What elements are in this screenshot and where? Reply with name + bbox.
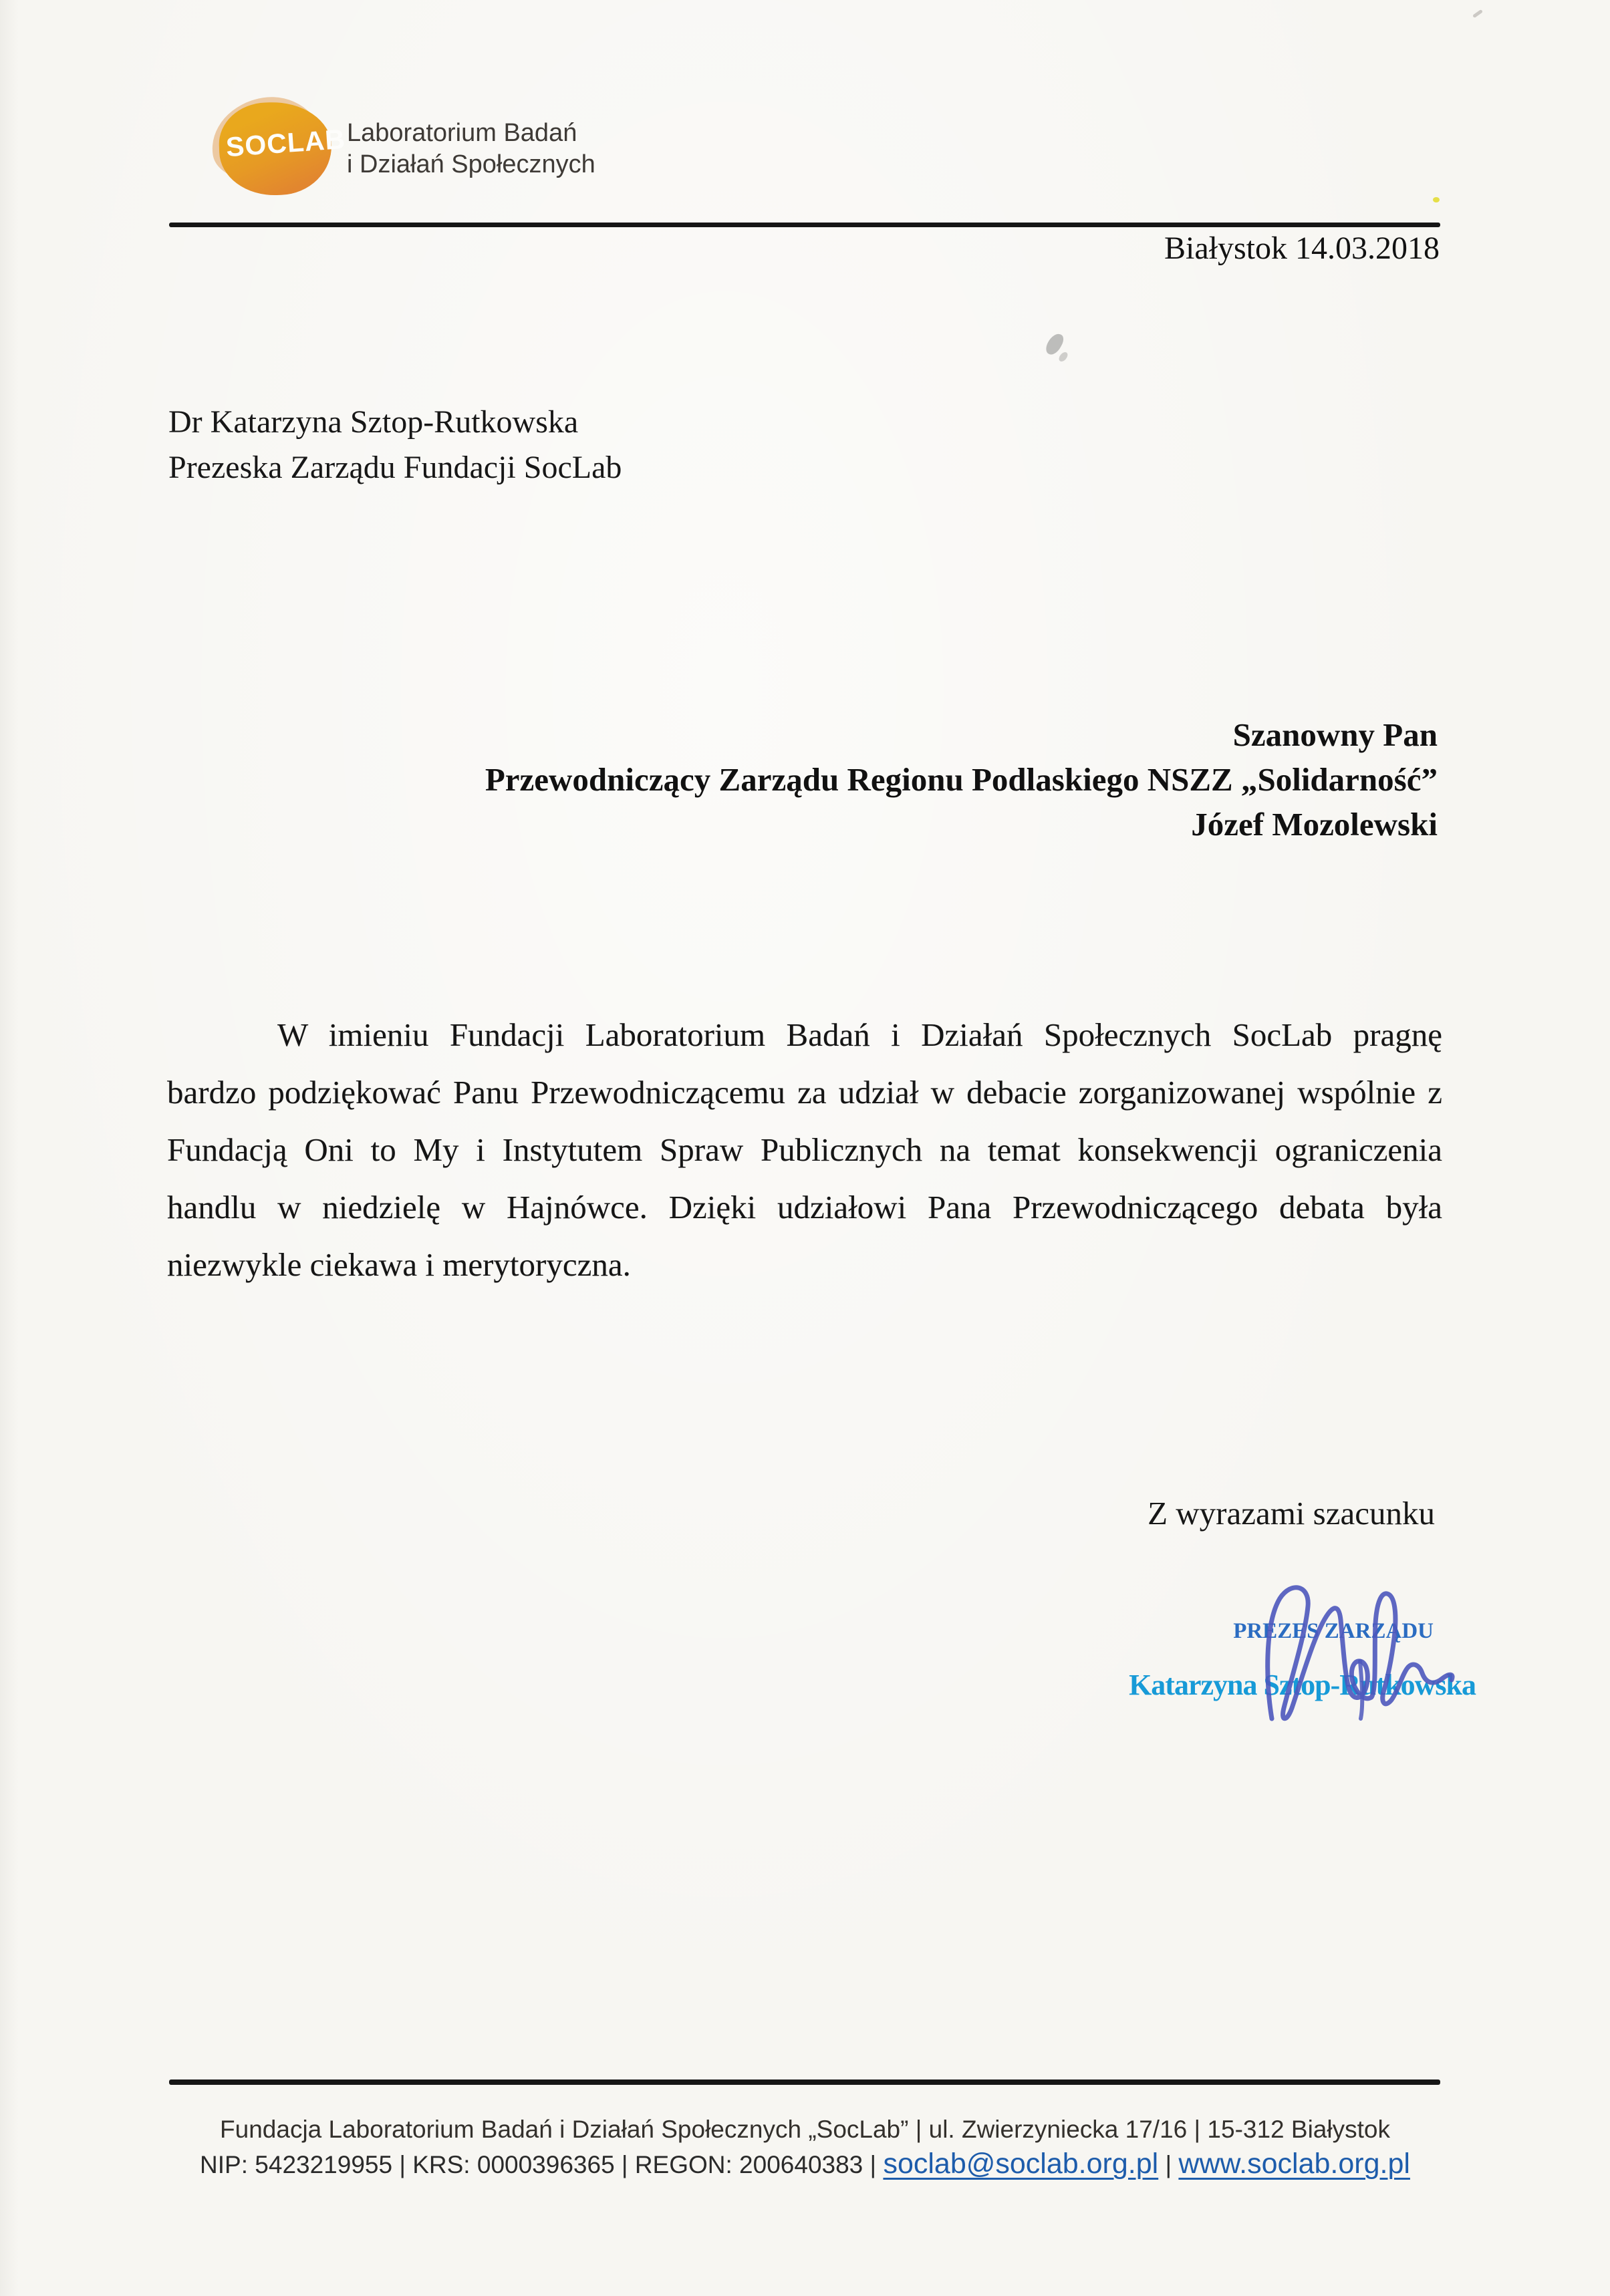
header-divider bbox=[169, 223, 1440, 227]
sender-name: Dr Katarzyna Sztop-Rutkowska bbox=[168, 404, 579, 440]
letter-body bbox=[167, 1006, 1442, 1294]
recipient-name: Józef Mozolewski bbox=[1191, 806, 1438, 843]
footer-divider bbox=[169, 2079, 1440, 2085]
sender-block bbox=[168, 400, 622, 490]
organization-name bbox=[347, 118, 595, 180]
corner-scan-mark bbox=[1472, 9, 1483, 18]
footer-registry-numbers: NIP: 5423219955 | KRS: 0000396365 | REGON: 200640383 | bbox=[200, 2151, 877, 2178]
recipient-salutation: Szanowny Pan bbox=[1232, 716, 1438, 753]
footer-address-line: Fundacja Laboratorium Badań i Działań Społecznych „SocLab” | ul. Zwierzyniecka 17/16 | 15-312 Białystok bbox=[220, 2116, 1390, 2143]
soclab-logo-wordmark: SOCLAB bbox=[225, 123, 347, 163]
place-and-date: Białystok 14.03.2018 bbox=[1164, 231, 1440, 266]
body-line-3: Fundacją Oni to My i Instytutem Spraw Publicznych na temat konsekwencji ograniczenia bbox=[167, 1131, 1442, 1168]
organization-name-line1: Laboratorium Badań bbox=[347, 119, 577, 147]
footer-link-separator: | bbox=[1165, 2151, 1172, 2178]
body-line-4: handlu w niedzielę w Hajnówce. Dzięki udziałowi Pana Przewodniczącego debata była bbox=[167, 1189, 1442, 1226]
footer-registry-line bbox=[0, 2148, 1610, 2180]
handwritten-signature bbox=[1248, 1572, 1469, 1732]
body-line-1: W imieniu Fundacji Laboratorium Badań i Działań Społecznych SocLab pragnę bbox=[277, 1016, 1442, 1053]
body-line-2: bardzo podziękować Panu Przewodniczącemu za udział w debacie zorganizowanej wspólnie z bbox=[167, 1074, 1442, 1111]
signature-stamp-title: PREZES ZARZĄDU bbox=[1233, 1619, 1434, 1643]
recipient-title: Przewodniczący Zarządu Regionu Podlaskiego NSZZ „Solidarność” bbox=[485, 761, 1438, 798]
footer-website-link[interactable]: www.soclab.org.pl bbox=[1178, 2148, 1410, 2180]
recipient-block bbox=[485, 712, 1438, 847]
body-line-5: niezwykle ciekawa i merytoryczna. bbox=[167, 1246, 631, 1283]
organization-name-line2: i Działań Społecznych bbox=[347, 150, 595, 178]
signature-stamp-name: Katarzyna Sztop-Rutkowska bbox=[1129, 1669, 1476, 1701]
closing-salutation: Z wyrazami szacunku bbox=[1148, 1495, 1435, 1532]
yellow-speck-artifact bbox=[1433, 197, 1440, 202]
sender-title: Prezeska Zarządu Fundacji SocLab bbox=[168, 450, 622, 485]
gray-smudge-tail-artifact bbox=[1057, 351, 1069, 364]
footer-email-link[interactable]: soclab@soclab.org.pl bbox=[883, 2148, 1159, 2180]
